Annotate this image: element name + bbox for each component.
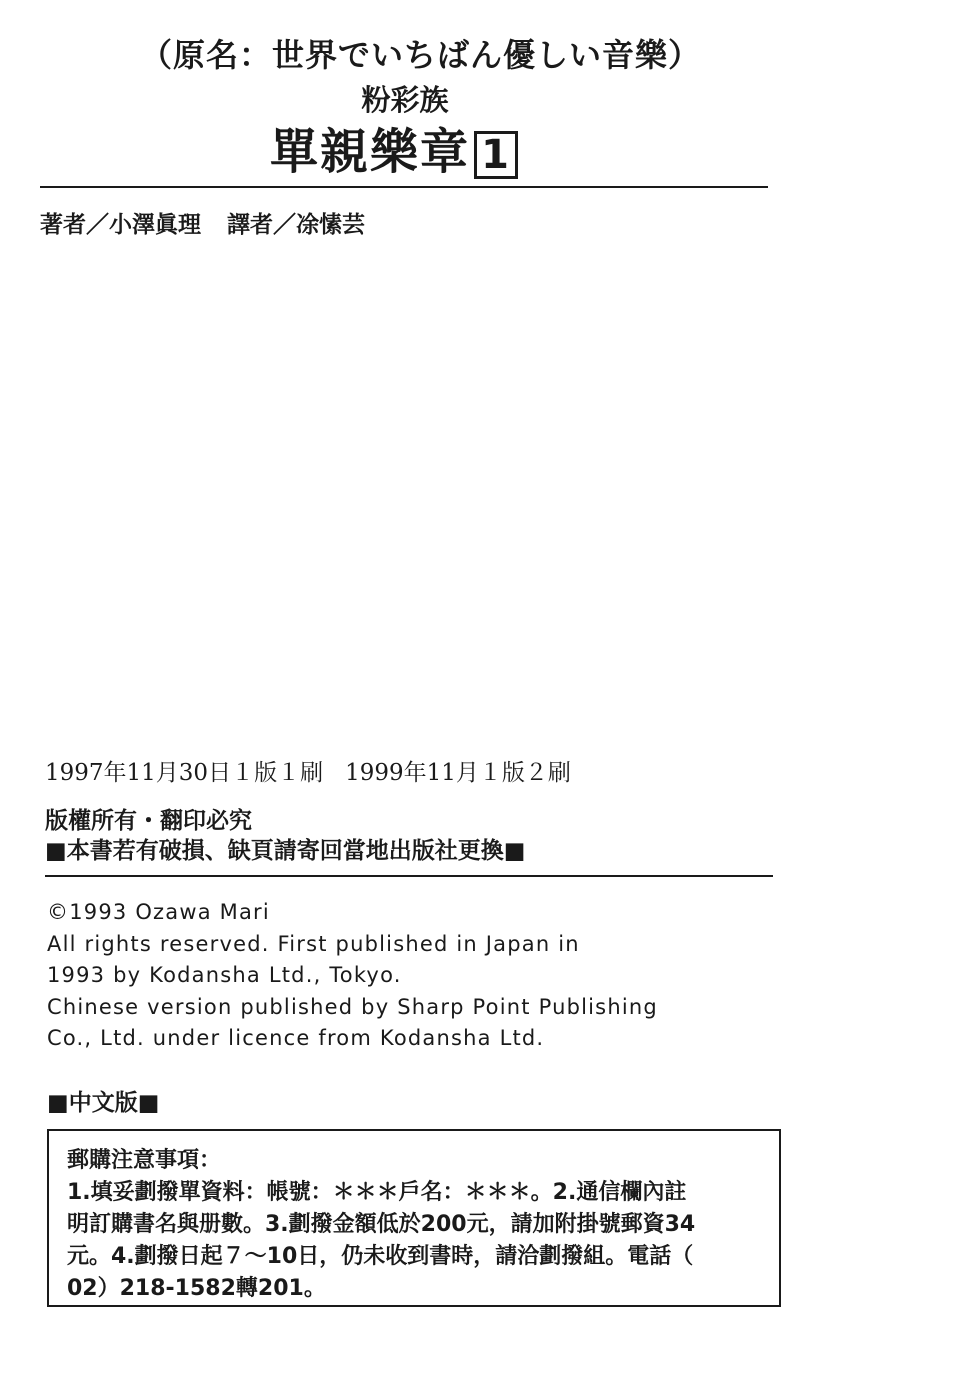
edition-info <box>45 754 571 787</box>
credits <box>40 206 365 239</box>
top-divider <box>40 186 768 188</box>
publisher-line: 1993 by Kodansha Ltd., Tokyo. <box>47 963 402 987</box>
series-title: 粉彩族 <box>361 83 449 117</box>
rights-statement: 版權所有・翻印必究 <box>45 808 252 834</box>
middle-divider <box>45 875 773 877</box>
mail-order-line: 元。4.劃撥日起７～10日，仍未收到書時，請洽劃撥組。電話（ <box>67 1244 694 1269</box>
book-title-text: 單親樂章 <box>270 124 471 180</box>
english-copyright <box>47 897 727 1055</box>
mail-order-line: 1.填妥劃撥單資料：帳號：＊＊＊戶名：＊＊＊。2.通信欄內註 <box>67 1180 687 1205</box>
rights-reserved-line: All rights reserved. First published in Japan in <box>47 931 580 956</box>
book-title <box>270 122 570 182</box>
chinese-edition-label: ■中文版■ <box>47 1090 160 1116</box>
first-edition: 1997年11月30日１版１刷 <box>45 760 324 786</box>
volume-number: 1 <box>474 131 518 179</box>
mail-order-line: 明訂購書名與册數。3.劃撥金額低於200元，請加附掛號郵資34 <box>67 1212 696 1237</box>
mail-order-box <box>47 1129 781 1307</box>
copyright-line: ©1993 Ozawa Mari <box>47 900 270 924</box>
original-title: （原名：世界でいちばん優しい音樂） <box>140 36 702 74</box>
mail-order-title: 郵購注意事項： <box>67 1148 222 1173</box>
second-edition: 1999年11月１版２刷 <box>345 760 571 786</box>
mail-order-line: 02）218-1582轉201。 <box>67 1276 326 1301</box>
translator-credit: 譯者／凃愫芸 <box>227 212 365 238</box>
replacement-notice: ■本書若有破損、缺頁請寄回當地出版社更換■ <box>45 838 526 864</box>
author-credit: 著者／小澤眞理 <box>40 212 201 238</box>
licence-line: Co., Ltd. under licence from Kodansha Ltd. <box>47 1026 545 1050</box>
chinese-version-line: Chinese version published by Sharp Point Publishing <box>47 994 658 1019</box>
